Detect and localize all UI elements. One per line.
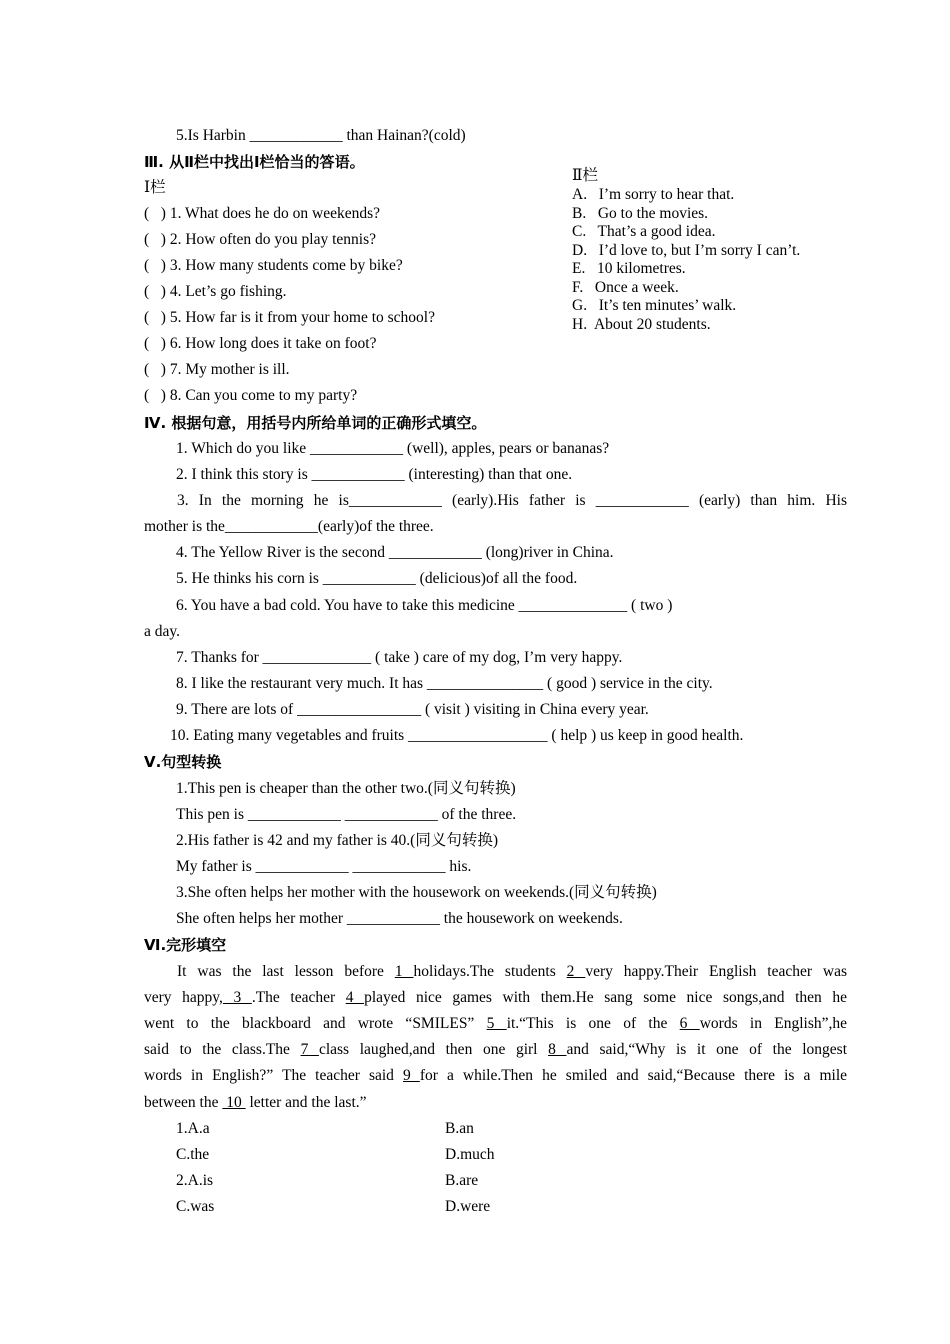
list-item: E. 10 kilometres. [572,260,686,277]
cloze-line: went to the blackboard and wrote “SMILES” 5 it.“This is one of the 6 words in English”,he [144,1015,848,1032]
option-left: C.was [176,1198,215,1215]
transform-answer: This pen is ____________ ____________ of the three. [176,806,517,823]
section-3-heading: Ⅲ. 从Ⅱ栏中找出Ⅰ栏恰当的答语。 [144,153,365,171]
cloze-line: very happy, 3 .The teacher 4 played nice games with them.He sang some nice songs,and then he [144,989,848,1006]
fill-question: 1. Which do you like ____________ (well), apples, pears or bananas? [176,440,610,457]
cloze-line: words in English?” The teacher said 9 for a while.Then he smiled and said,“Because there is a mile [144,1067,848,1084]
transform-answer: She often helps her mother ____________ the housework on weekends. [176,910,623,927]
fill-question: 8. I like the restaurant very much. It has _______________ ( good ) service in the city. [176,675,713,692]
fill-question: 10. Eating many vegetables and fruits __________________ ( help ) us keep in good health. [170,727,744,744]
list-item: C. That’s a good idea. [572,223,716,240]
list-item: ( ) 4. Let’s go fishing. [144,283,287,300]
fill-question: 5. He thinks his corn is ____________ (delicious)of all the food. [176,570,578,587]
fill-question-continued: mother is the____________(early)of the three. [144,518,434,535]
cloze-line: said to the class.The 7 class laughed,and then one girl 8 and said,“Why is it one of the longest [144,1041,848,1058]
transform-question: 1.This pen is cheaper than the other two.(同义句转换) [176,780,516,797]
fill-question: 4. The Yellow River is the second ____________ (long)river in China. [176,544,614,561]
fill-question: 2. I think this story is ____________ (interesting) than that one. [176,466,573,483]
list-item: ( ) 7. My mother is ill. [144,361,290,378]
column-2-label: Ⅱ栏 [572,167,599,184]
list-item: ( ) 1. What does he do on weekends? [144,205,381,222]
question-5-line: 5.Is Harbin ____________ than Hainan?(cold) [176,127,466,144]
fill-question: 9. There are lots of ________________ ( visit ) visiting in China every year. [176,701,649,718]
option-right: B.an [445,1120,474,1137]
option-right: D.much [445,1146,495,1163]
list-item: G. It’s ten minutes’ walk. [572,297,737,314]
list-item: B. Go to the movies. [572,205,709,222]
section-5-heading: Ⅴ.句型转换 [144,753,222,771]
transform-answer: My father is ____________ ____________ his. [176,858,472,875]
section-4-heading: Ⅳ. 根据句意，用括号内所给单词的正确形式填空。 [144,414,487,432]
option-left: 2.A.is [176,1172,214,1189]
fill-question-continued: a day. [144,623,181,640]
list-item: ( ) 8. Can you come to my party? [144,387,358,404]
list-item: D. I’d love to, but I’m sorry I can’t. [572,242,801,259]
option-right: D.were [445,1198,491,1215]
list-item: ( ) 3. How many students come by bike? [144,257,403,274]
list-item: F. Once a week. [572,279,679,296]
option-left: C.the [176,1146,210,1163]
cloze-line: between the 10 letter and the last.” [144,1094,367,1111]
fill-question: 3. In the morning he is____________ (early).His father is ____________ (early) than him. His [177,492,847,509]
transform-question: 2.His father is 42 and my father is 40.(同义句转换) [176,832,498,849]
cloze-line: It was the last lesson before 1 holidays.The students 2 very happy.Their English teacher was [177,963,848,980]
list-item: H. About 20 students. [572,316,711,333]
option-right: B.are [445,1172,479,1189]
option-left: 1.A.a [176,1120,210,1137]
list-item: ( ) 5. How far is it from your home to school? [144,309,435,326]
transform-question: 3.She often helps her mother with the housework on weekends.(同义句转换) [176,884,657,901]
list-item: ( ) 2. How often do you play tennis? [144,231,377,248]
column-1-label: Ⅰ栏 [144,179,166,196]
section-6-heading: Ⅵ.完形填空 [144,936,227,954]
fill-question: 6. You have a bad cold. You have to take this medicine ______________ ( two ) [176,597,673,614]
list-item: ( ) 6. How long does it take on foot? [144,335,377,352]
fill-question: 7. Thanks for ______________ ( take ) care of my dog, I’m very happy. [176,649,623,666]
list-item: A. I’m sorry to hear that. [572,186,735,203]
